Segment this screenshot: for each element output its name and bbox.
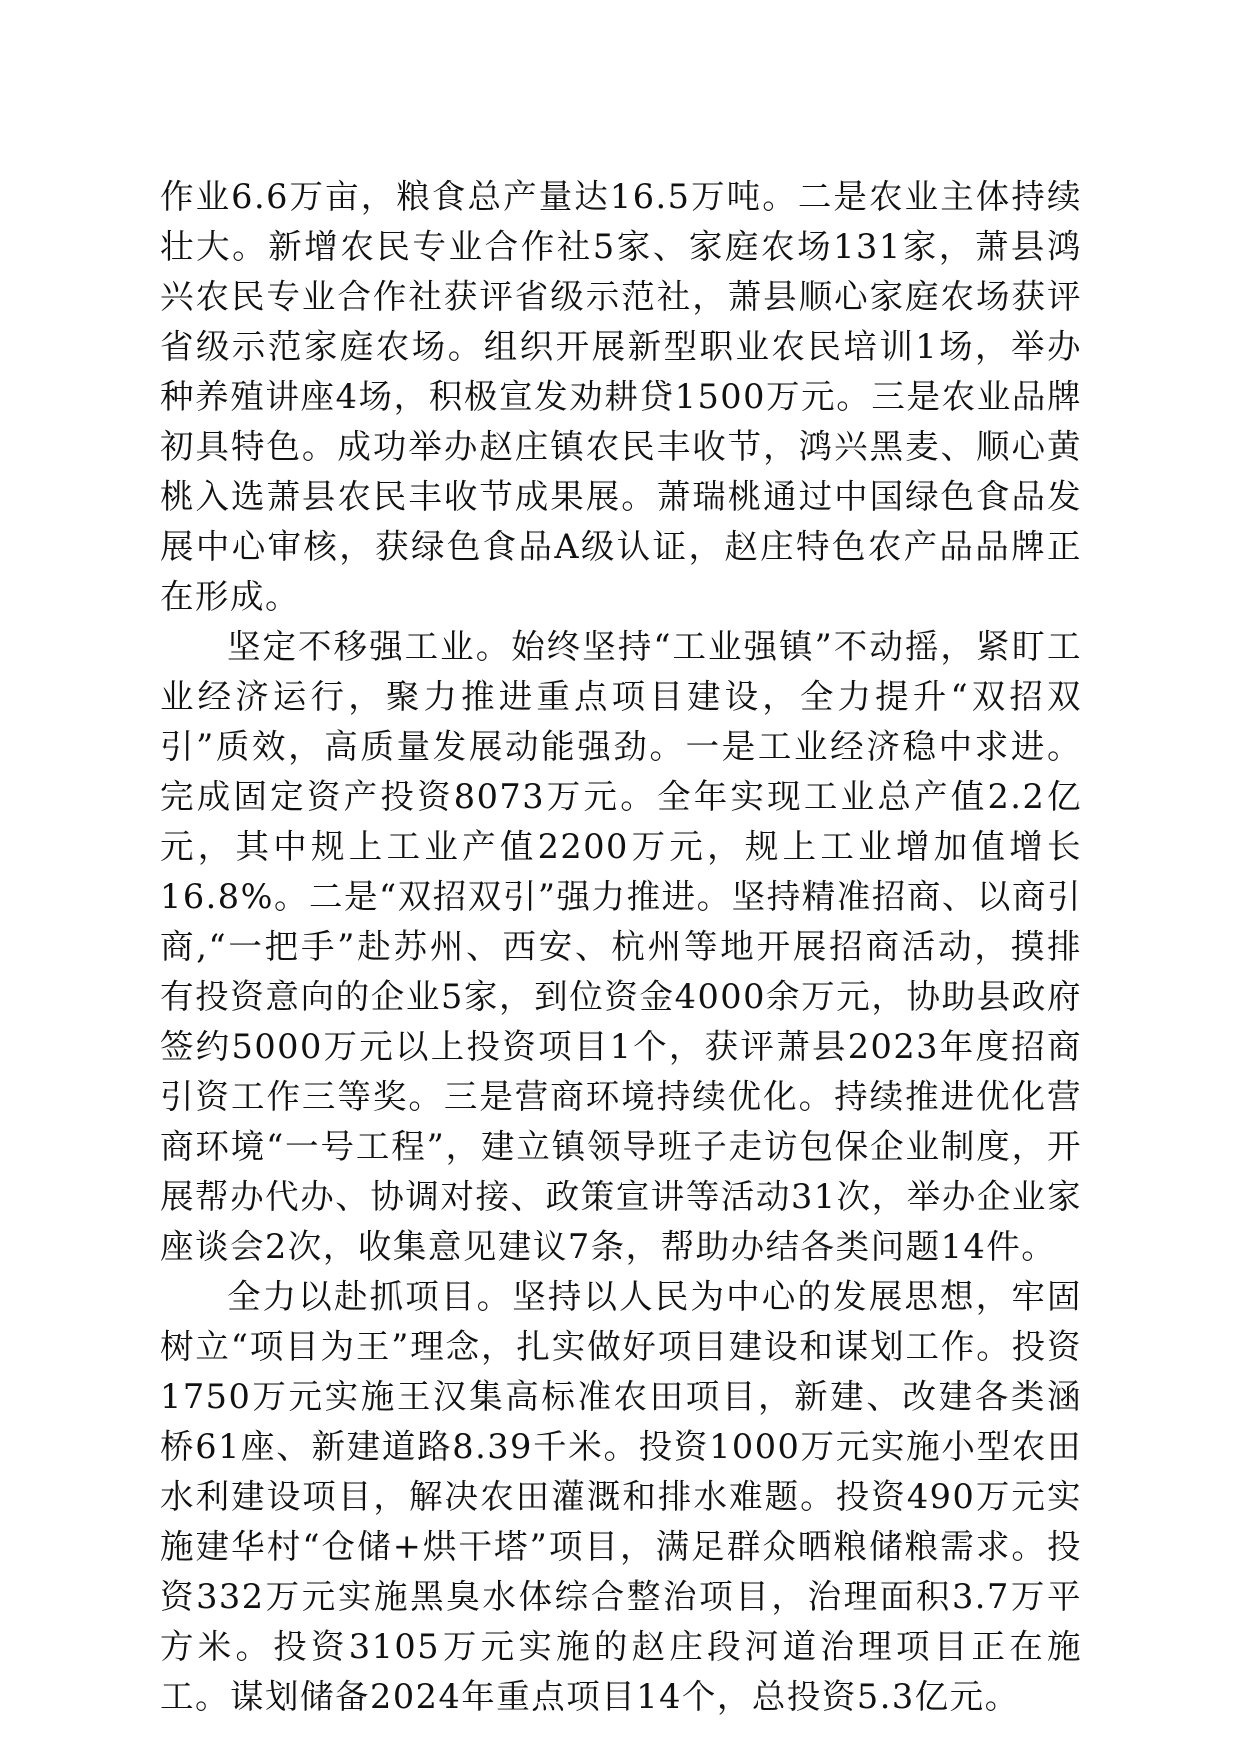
paragraph-agriculture-continued: 作业6.6万亩，粮食总产量达16.5万吨。二是农业主体持续壮大。新增农民专业合作社5家、家庭农场131家，萧县鸿兴农民专业合作社获评省级示范社，萧县顺心家庭农场获评省级示范家庭农场。组织开展新型职业农民培训1场，举办种养殖讲座4场，积极宣发劝耕贷1500万元。三是农业品牌初具特色。成功举办赵庄镇农民丰收节，鸿兴黑麦、顺心黄桃入选萧县农民丰收节成果展。萧瑞桃通过中国绿色食品发展中心审核，获绿色食品A级认证，赵庄特色农产品品牌正在形成。 — [160, 177, 1082, 616]
body-text — [160, 172, 1082, 1722]
paragraph-industry: 坚定不移强工业。始终坚持“工业强镇”不动摇，紧盯工业经济运行，聚力推进重点项目建设，全力提升“双招双引”质效，高质量发展动能强劲。一是工业经济稳中求进。完成固定资产投资8073万元。全年实现工业总产值2.2亿元，其中规上工业产值2200万元，规上工业增加值增长16.8%。二是“双招双引”强力推进。坚持精准招商、以商引商,“一把手”赴苏州、西安、杭州等地开展招商活动，摸排有投资意向的企业5家，到位资金4000余万元，协助县政府签约5000万元以上投资项目1个，获评萧县2023年度招商引资工作三等奖。三是营商环境持续优化。持续推进优化营商环境“一号工程”，建立镇领导班子走访包保企业制度，开展帮办代办、协调对接、政策宣讲等活动31次，举办企业家座谈会2次，收集意见建议7条，帮助办结各类问题14件。 — [160, 627, 1082, 1266]
paragraph-projects: 全力以赴抓项目。坚持以人民为中心的发展思想，牢固树立“项目为王”理念，扎实做好项目建设和谋划工作。投资1750万元实施王汉集高标准农田项目，新建、改建各类涵桥61座、新建道路8.39千米。投资1000万元实施小型农田水利建设项目，解决农田灌溉和排水难题。投资490万元实施建华村“仓储+烘干塔”项目，满足群众晒粮储粮需求。投资332万元实施黑臭水体综合整治项目，治理面积3.7万平方米。投资3105万元实施的赵庄段河道治理项目正在施工。谋划储备2024年重点项目14个，总投资5.3亿元。 — [160, 1277, 1082, 1716]
